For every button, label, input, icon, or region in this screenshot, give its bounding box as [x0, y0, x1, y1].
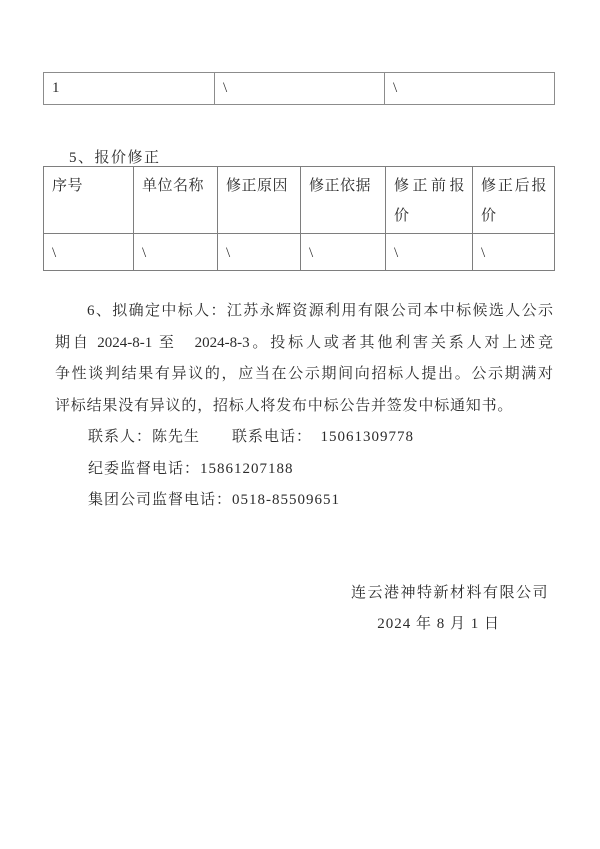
contact-line-discipline-phone: 纪委监督电话：15861207188: [88, 460, 294, 477]
header-cell-reason: 修正原因: [218, 167, 301, 234]
contact-line-person-phone: 联系人：陈先生 联系电话： 15061309778: [88, 429, 415, 445]
section6-text-block: [55, 296, 553, 517]
signature-block: [351, 578, 549, 640]
paragraph-line: 期自 2024-8-1 至 2024-8-3。投标人或者其他利害关系人对上述竞: [55, 334, 553, 351]
continued-table: [43, 72, 555, 105]
paragraph-line: 评标结果没有异议的，招标人将发布中标公告并签发中标通知书。: [55, 397, 514, 414]
header-cell-price-before: 修正前报价: [386, 167, 473, 234]
table-row: [44, 73, 555, 105]
paragraph-line: 争性谈判结果有异议的，应当在公示期间向招标人提出。公示期满对: [55, 366, 553, 382]
table-cell: \: [386, 234, 473, 271]
table-cell: \: [134, 234, 218, 271]
table-cell-blank-2: \: [385, 73, 555, 105]
header-cell-price-after: 修正后报价: [473, 167, 555, 234]
signature-date: 2024 年 8 月 1 日: [377, 616, 500, 632]
table-cell: \: [218, 234, 301, 271]
header-cell-unit-name: 单位名称: [134, 167, 218, 234]
table-header-row: [44, 167, 555, 234]
signature-company: 连云港神特新材料有限公司: [350, 585, 549, 601]
table-cell-seq: 1: [44, 73, 215, 105]
table-cell: \: [473, 234, 555, 271]
contact-line-group-phone: 集团公司监督电话：0518-85509651: [88, 492, 340, 508]
section5-heading: 5、报价修正: [69, 150, 161, 166]
table-cell-blank-1: \: [215, 73, 385, 105]
header-cell-basis: 修正依据: [301, 167, 386, 234]
table-cell: \: [44, 234, 134, 271]
price-correction-table: [43, 166, 555, 271]
table-cell: \: [301, 234, 386, 271]
paragraph-line: 6、拟确定中标人：江苏永辉资源利用有限公司本中标候选人公示: [87, 303, 553, 319]
header-cell-number: 序号: [44, 167, 134, 234]
table-row: [44, 234, 555, 271]
